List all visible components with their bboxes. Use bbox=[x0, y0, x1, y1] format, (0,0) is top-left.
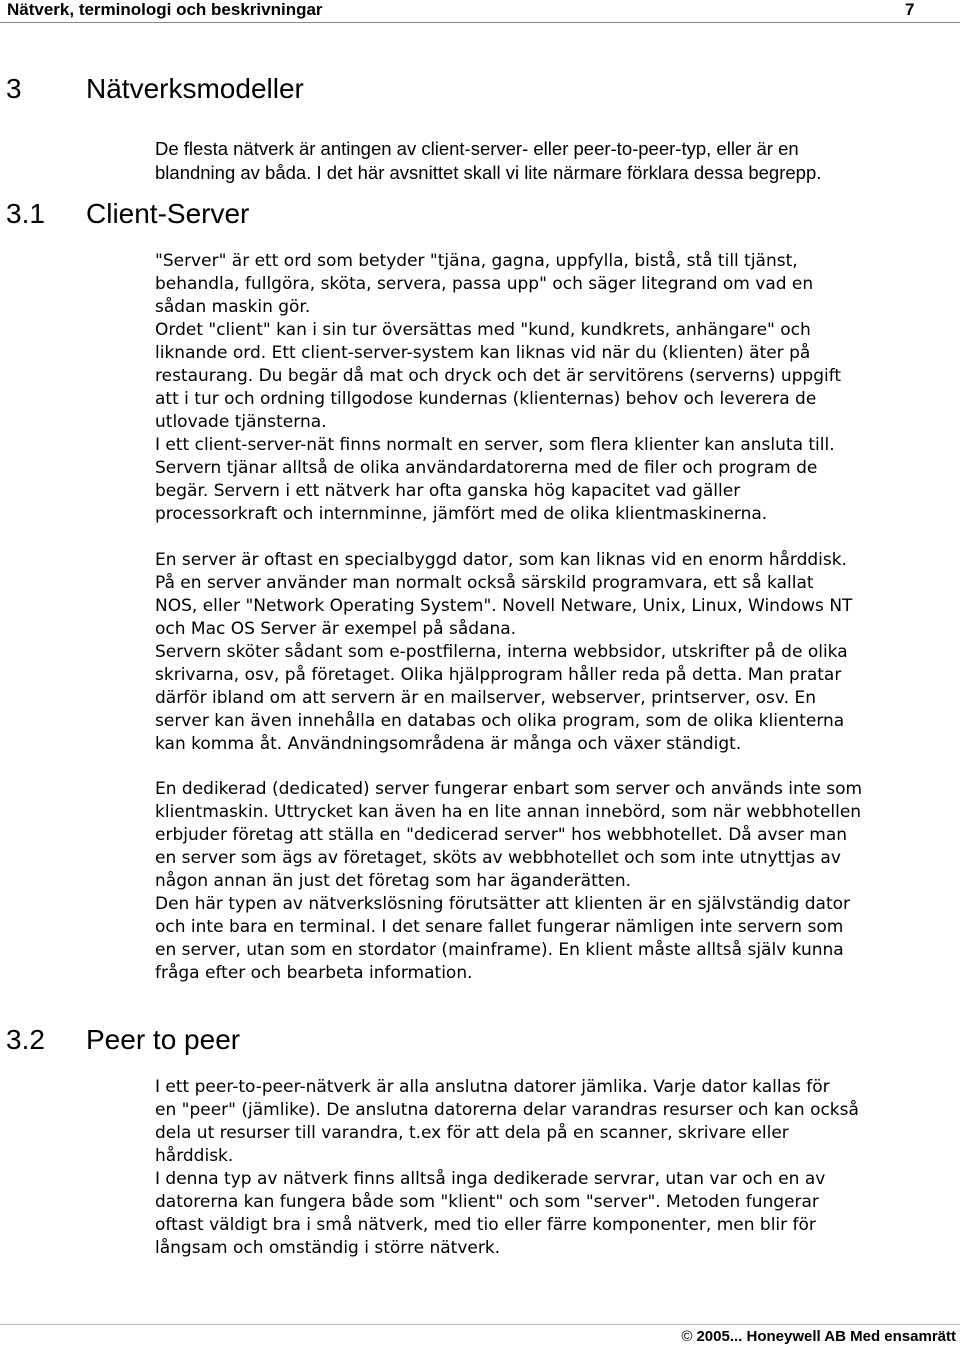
text-line: och Mac OS Server är exempel på sådana. bbox=[155, 619, 517, 639]
text-line: liknande ord. Ett client-server-system kan liknas vid när du (klienten) äter på bbox=[155, 343, 811, 363]
text-line: blandning av båda. I det här avsnittet skall vi lite närmare förklara dessa begrepp. bbox=[155, 162, 822, 183]
section-number: 3.1 bbox=[6, 198, 45, 229]
text-line: dela ut resurser till varandra, t.ex för att dela på en scanner, skrivare eller bbox=[155, 1123, 789, 1143]
text-line: en server, utan som en stordator (mainframe). En klient måste alltså själv kunna bbox=[155, 940, 844, 960]
section-number: 3.2 bbox=[6, 1024, 45, 1055]
text-line: att i tur och ordning tillgodose kundernas (klienternas) behov och leverera de bbox=[155, 389, 817, 409]
page-footer bbox=[680, 1328, 956, 1345]
text-line: Servern tjänar alltså de olika användardatorerna med de filer och program de bbox=[155, 458, 818, 478]
text-line: processorkraft och internminne, jämfört med de olika klientmaskinerna. bbox=[155, 504, 768, 524]
section-title: Nätverksmodeller bbox=[86, 73, 304, 104]
text-line: begär. Servern i ett nätverk har ofta ganska hög kapacitet vad gäller bbox=[155, 481, 741, 501]
text-line: klientmaskin. Uttrycket kan även ha en lite annan innebörd, som när webbhotellen bbox=[155, 802, 862, 822]
text-line: "Server" är ett ord som betyder "tjäna, gagna, uppfylla, bistå, stå till tjänst, bbox=[155, 251, 798, 271]
page-number: 7 bbox=[905, 0, 915, 19]
section-title: Client-Server bbox=[86, 198, 250, 229]
text-line: långsam och omständig i större nätverk. bbox=[155, 1238, 501, 1258]
text-line: De flesta nätverk är antingen av client-server- eller peer-to-peer-typ, eller är en bbox=[155, 138, 799, 159]
text-line: Den här typen av nätverkslösning förutsätter att klienten är en självständig dator bbox=[155, 894, 851, 914]
copyright-icon: © bbox=[681, 1328, 693, 1345]
text-line: behandla, fullgöra, sköta, servera, passa upp" och säger litegrand om vad en bbox=[155, 274, 814, 294]
client-server-paragraph-3 bbox=[155, 778, 955, 985]
section-title: Peer to peer bbox=[86, 1024, 241, 1055]
text-line: hårddisk. bbox=[155, 1146, 234, 1166]
footer-text: 2005... Honeywell AB Med ensamrätt bbox=[696, 1328, 956, 1345]
peer-to-peer-paragraph bbox=[155, 1076, 955, 1260]
section-3-1-heading bbox=[6, 198, 249, 230]
text-line: server kan även innehålla en databas och olika program, som de olika klienterna bbox=[155, 711, 845, 731]
footer-divider bbox=[0, 1324, 960, 1325]
text-line: Ordet "client" kan i sin tur översättas med "kund, kundkrets, anhängare" och bbox=[155, 320, 811, 340]
text-line: oftast väldigt bra i små nätverk, med tio eller färre komponenter, men blir för bbox=[155, 1215, 816, 1235]
text-line: datorerna kan fungera både som "klient" och som "server". Metoden fungerar bbox=[155, 1192, 819, 1212]
header-title: Nätverk, terminologi och beskrivningar bbox=[7, 0, 323, 19]
text-line: sådan maskin gör. bbox=[155, 297, 311, 317]
text-line: Servern sköter sådant som e-postfilerna, interna webbsidor, utskrifter på de olika bbox=[155, 642, 848, 662]
text-line: därför ibland om att servern är en mailserver, webserver, printserver, osv. En bbox=[155, 688, 816, 708]
text-line: en server som ägs av företaget, sköts av webbhotellet och som inte utnyttjas av bbox=[155, 848, 841, 868]
section-number: 3 bbox=[6, 73, 22, 104]
text-line: och inte bara en terminal. I det senare fallet fungerar nämligen inte servern som bbox=[155, 917, 844, 937]
text-line: En dedikerad (dedicated) server fungerar enbart som server och används inte som bbox=[155, 779, 863, 799]
text-line: utlovade tjänsterna. bbox=[155, 412, 327, 432]
text-line: någon annan än just det företag som har äganderätten. bbox=[155, 871, 632, 891]
text-line: I ett client-server-nät finns normalt en server, som flera klienter kan ansluta till. bbox=[155, 435, 835, 455]
text-line: En server är oftast en specialbyggd dator, som kan liknas vid en enorm hårddisk. bbox=[155, 550, 848, 570]
client-server-paragraph-2 bbox=[155, 549, 955, 756]
text-line: skrivarna, osv, på företaget. Olika hjälpprogram håller reda på detta. Man pratar bbox=[155, 665, 842, 685]
text-line: en "peer" (jämlike). De anslutna datorerna delar varandras resurser och kan också bbox=[155, 1100, 859, 1120]
text-line: På en server använder man normalt också särskild programvara, ett så kallat bbox=[155, 573, 814, 593]
text-line: kan komma åt. Användningsområdena är många och växer ständigt. bbox=[155, 734, 742, 754]
client-server-paragraph-1 bbox=[155, 250, 955, 526]
text-line: NOS, eller "Network Operating System". Novell Netware, Unix, Linux, Windows NT bbox=[155, 596, 853, 616]
page-header bbox=[0, 0, 960, 23]
text-line: erbjuder företag att ställa en "dedicerad server" hos webbhotellet. Då avser man bbox=[155, 825, 848, 845]
text-line: fråga efter och bearbeta information. bbox=[155, 963, 473, 983]
section-3-2-heading bbox=[6, 1024, 240, 1056]
text-line: I ett peer-to-peer-nätverk är alla anslutna datorer jämlika. Varje dator kallas för bbox=[155, 1077, 830, 1097]
section-3-heading bbox=[6, 73, 304, 105]
text-line: restaurang. Du begär då mat och dryck och det är servitörens (serverns) uppgift bbox=[155, 366, 842, 386]
intro-paragraph bbox=[155, 137, 955, 185]
text-line: I denna typ av nätverk finns alltså inga dedikerade servrar, utan var och en av bbox=[155, 1169, 826, 1189]
